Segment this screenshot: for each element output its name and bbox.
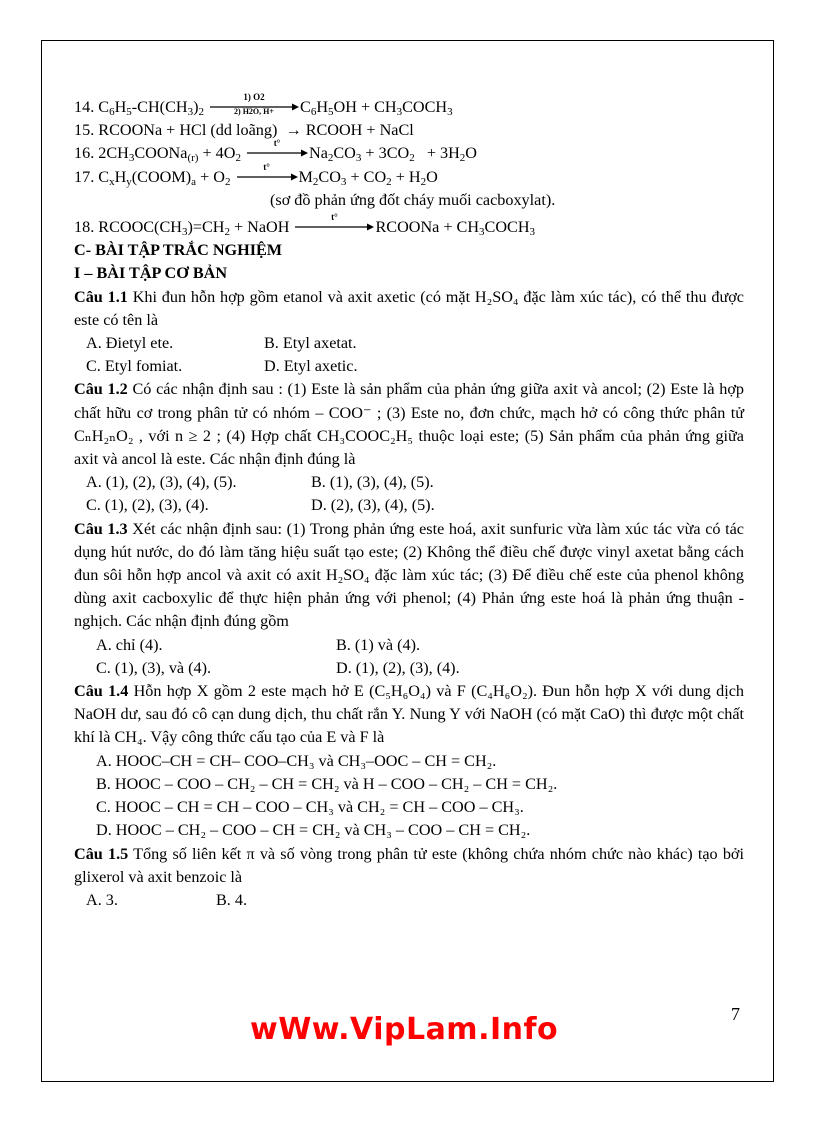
options-row: [74, 634, 744, 657]
reaction-condition-bottom: 2) H2O, H+: [234, 107, 274, 116]
reaction-arrow: [235, 161, 299, 182]
option-c: C. HOOC – CH = CH – COO – CH₃ và CH₂ = CH – COO – CH₃.: [96, 798, 524, 817]
option-a: A. 3.: [86, 890, 118, 909]
reaction-number: 16.: [74, 144, 95, 163]
reaction-condition: t°: [263, 161, 270, 172]
reaction-left: RCOONa + HCl (dd loãng): [98, 121, 278, 140]
reaction-condition: t°: [331, 212, 338, 223]
options-row: [74, 471, 744, 494]
reaction-18: 18. $RCOOC(CH_3)=CH_2$ + NaOH t° RCOONa + $CH_3COCH_3$: [74, 212, 536, 239]
options-row: [74, 332, 744, 355]
option-b: B. (1), (3), (4), (5).: [311, 473, 434, 492]
reaction-number: 17.: [74, 167, 95, 186]
reaction-number: 18.: [74, 218, 95, 237]
reaction-right: RCOOH + NaCl: [305, 121, 414, 140]
option-a: A. HOOC–CH = CH– COO–CH₃ và CH₃–OOC – CH = CH₂.: [96, 751, 497, 770]
option-d: D. HOOC – CH₂ – COO – CH = CH₂ và CH₃ – COO – CH = CH₂.: [96, 821, 531, 840]
reaction-14: 14. $C_6H_5-CH(CH_3)_2$ 1) O2 2) H2O, H+ $C_6H_5OH$ + $CH_3COCH_3$: [74, 92, 453, 118]
options-row: [74, 355, 744, 378]
option-d: D. (2), (3), (4), (5).: [311, 496, 435, 515]
option-a: A. chỉ (4).: [96, 635, 163, 654]
reaction-number: 14.: [74, 98, 95, 116]
options-row: [74, 889, 744, 912]
reaction-17-note: (sơ đồ phản ứng đốt cháy muối cacboxylat).: [270, 190, 556, 209]
question-text: Có các nhận định sau : (1) Este là sản phẩm của phản ứng giữa axit và ancol; (2) Este là hợp chất hữu cơ trong phân tử có nhóm – COO⁻ ; (3) Este no, đơn chức, mạch hở có công thức phân tử CₙH₂ₙO₂ , với n ≥ 2 ; (4) Hợp chất CH₃COOC₂H₅ thuộc loại este; (5) Sản phẩm của phản ứng giữa axit và ancol là este. Các nhận định đúng là: [74, 380, 744, 469]
question-text: Xét các nhận định sau: (1) Trong phản ứng este hoá, axit sunfuric vừa làm xúc tác vừa có tác dụng hút nước, do đó làm tăng hiệu suất tạo este; (2) Không thể điều chế được vinyl axetat bằng cách đun sôi hỗn hợp ancol và axit có axit H₂SO₄ đặc làm xúc tác; (3) Để điều chế este của phenol không dùng axit cacboxylic để thực hiện phản ứng với phenol; (4) Phản ứng este hoá là phản ứng thuận - nghịch. Các nhận định đúng gồm: [74, 519, 744, 631]
option-d: D. Etyl axetic.: [264, 357, 358, 376]
options-row: [74, 657, 744, 680]
option-c: C. (1), (2), (3), (4).: [86, 496, 209, 515]
question-1-5: [74, 843, 744, 889]
reaction-number: 15.: [74, 121, 95, 140]
watermark-logo: wWw.VipLam.Info: [250, 1012, 559, 1047]
option-a: A. (1), (2), (3), (4), (5).: [86, 473, 237, 492]
option-d: D. (1), (2), (3), (4).: [336, 658, 460, 677]
option-b: B. Etyl axetat.: [264, 334, 357, 353]
question-label: Câu 1.2: [74, 380, 128, 399]
question-1-1: [74, 286, 744, 332]
document-body: [74, 92, 744, 912]
reaction-16: 16. $2CH_3COONa_{(r)} + 4O_2$ t° $Na_2CO_3 + 3CO_2 + 3H_2O$: [74, 138, 477, 165]
question-label: Câu 1.5: [74, 844, 129, 863]
question-label: Câu 1.3: [74, 519, 128, 538]
question-1-3: [74, 518, 744, 634]
section-heading-c: C- BÀI TẬP TRẮC NGHIỆM: [74, 241, 283, 260]
option-c: C. Etyl fomiat.: [86, 357, 183, 376]
reaction-arrow: [208, 92, 300, 116]
option-c: C. (1), (3), và (4).: [96, 658, 212, 677]
question-label: Câu 1.4: [74, 682, 129, 701]
reaction-condition: t°: [273, 138, 281, 149]
question-label: Câu 1.1: [74, 287, 128, 306]
option-b: B. 4.: [216, 890, 248, 909]
question-1-4: [74, 680, 744, 750]
reaction-15: 15. RCOONa + HCl (dd loãng) → RCOOH + NaCl: [74, 121, 414, 140]
question-text: Hỗn hợp X gồm 2 este mạch hở E (C₅H₆O₄) và F (C₄H₆O₂). Đun hỗn hợp X với dung dịch NaOH dư, sau đó cô cạn dung dịch, thu chất rắn Y. Nung Y với NaOH (có mặt CaO) thì được một chất khí là CH₄. Vậy công thức cấu tạo của E và F là: [74, 682, 744, 747]
question-text: Khi đun hỗn hợp gồm etanol và axit axetic (có mặt H₂SO₄ đặc làm xúc tác), có thể thu được este có tên là: [74, 287, 744, 329]
option-b: B. (1) và (4).: [336, 635, 421, 654]
page-number: 7: [731, 1004, 740, 1024]
option-a: A. Đietyl ete.: [86, 334, 174, 353]
question-text: Tổng số liên kết π và số vòng trong phân tử este (không chứa nhóm chức nào khác) tạo bởi glixerol và axit benzoic là: [74, 844, 744, 886]
reaction-condition-top: 1) O2: [243, 92, 265, 102]
question-1-2: [74, 378, 744, 471]
options-row: [74, 494, 744, 517]
option-b: B. HOOC – COO – CH₂ – CH = CH₂ và H – COO – CH₂ – CH = CH₂.: [96, 774, 558, 793]
section-heading-i: I – BÀI TẬP CƠ BẢN: [74, 264, 228, 283]
reaction-arrow: [293, 212, 375, 232]
reaction-arrow: [245, 138, 309, 158]
reaction-17: 17. $C_xH_y(COOM)_a + O_2$ t° $M_2CO_3 + CO_2 + H_2O$: [74, 161, 438, 188]
